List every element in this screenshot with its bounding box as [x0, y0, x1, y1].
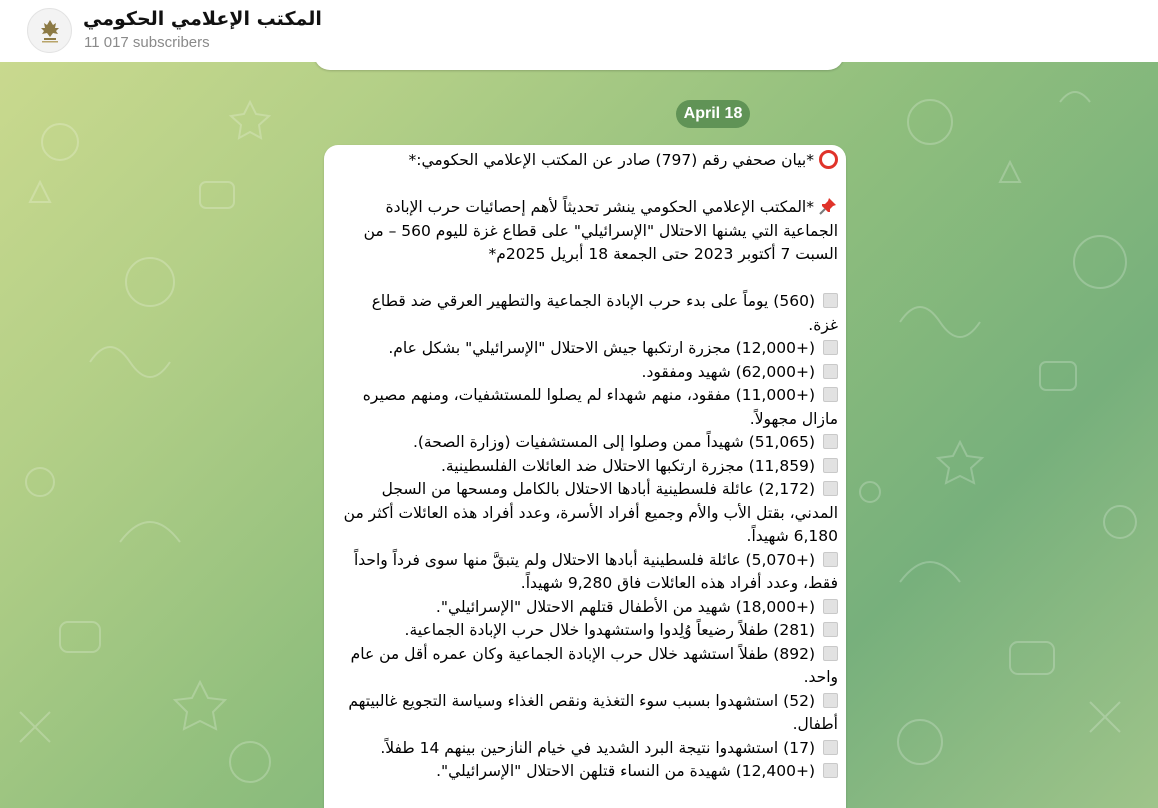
message-bubble[interactable] [324, 145, 846, 808]
bullet-square-icon [823, 646, 838, 661]
list-item: (+5,070) عائلة فلسطينية أبادها الاحتلال ولم يتبقَّ منها سوى فرداً واحداً فقط، وعدد أفراد هذه العائلات فاق 9,280 شهيداً. [353, 550, 838, 592]
red-circle-icon [819, 150, 838, 169]
bullet-square-icon [823, 622, 838, 637]
bullet-square-icon [823, 340, 838, 355]
list-item: (892) طفلاً استشهد خلال حرب الإبادة الجماعية وكان عمره أقل من عام واحد. [350, 644, 838, 686]
bullet-square-icon [823, 481, 838, 496]
list-item: (2,172) عائلة فلسطينية أبادها الاحتلال بالكامل ومسحها من السجل المدني، بقتل الأب والأم وجميع أفراد الأسرة، وعدد أفراد هذه العائلات أكثر من 6,180 شهيداً. [343, 480, 838, 545]
list-item: (51,065) شهيداً ممن وصلوا إلى المستشفيات (وزارة الصحة). [342, 431, 838, 455]
list-item: (+62,000) شهيد ومفقود. [342, 361, 838, 385]
message-heading: *بيان صحفي رقم (797) صادر عن المكتب الإعلامي الحكومي:* [408, 151, 814, 169]
date-separator: April 18 [676, 100, 750, 128]
bullet-square-icon [823, 599, 838, 614]
bullet-square-icon [823, 693, 838, 708]
bullet-square-icon [823, 552, 838, 567]
bullet-square-icon [823, 434, 838, 449]
bullet-square-icon [823, 763, 838, 778]
chat-header[interactable] [0, 0, 1158, 62]
pushpin-icon [818, 196, 838, 216]
bullet-square-icon [823, 387, 838, 402]
government-seal-icon [35, 16, 65, 46]
subscriber-count: 11 017 subscribers [84, 34, 210, 51]
list-item: (17) استشهدوا نتيجة البرد الشديد في خيام النازحين بينهم 14 طفلاً. [342, 737, 838, 761]
bullet-square-icon [823, 458, 838, 473]
channel-title: المكتب الإعلامي الحكومي [83, 8, 322, 30]
bullet-square-icon [823, 740, 838, 755]
list-item: (52) استشهدوا بسبب سوء التغذية ونقص الغذاء وسياسة التجويع غالبيتهم أطفال. [348, 691, 838, 733]
list-item: (560) يوماً على بدء حرب الإبادة الجماعية والتطهير العرقي ضد قطاع غزة. [371, 292, 838, 334]
list-item: (+11,000) مفقود، منهم شهداء لم يصلوا للمستشفيات، ومنهم مصيره مازال مجهولاً. [362, 386, 838, 428]
previous-message-bubble [314, 62, 844, 70]
list-item: (+12,000) مجزرة ارتكبها جيش الاحتلال "الإسرائيلي" بشكل عام. [342, 337, 838, 361]
message-text [342, 149, 838, 784]
bullet-square-icon [823, 364, 838, 379]
bullet-square-icon [823, 293, 838, 308]
chat-area[interactable] [0, 62, 1158, 808]
channel-avatar[interactable] [27, 8, 72, 53]
list-item: (+18,000) شهيد من الأطفال قتلهم الاحتلال "الإسرائيلي". [342, 596, 838, 620]
message-heading-line [342, 149, 838, 173]
message-intro-line [342, 196, 838, 267]
list-item: (281) طفلاً رضيعاً وُلِدوا واستشهدوا خلال حرب الإبادة الجماعية. [342, 619, 838, 643]
list-item: (+12,400) شهيدة من النساء قتلهن الاحتلال "الإسرائيلي". [342, 760, 838, 784]
list-item: (11,859) مجزرة ارتكبها الاحتلال ضد العائلات الفلسطينية. [342, 455, 838, 479]
message-intro: *المكتب الإعلامي الحكومي ينشر تحديثاً لأهم إحصائيات حرب الإبادة الجماعية التي يشنها الاحتلال "الإسرائيلي" على قطاع غزة لليوم 560 – من السبت 7 أكتوبر 2023 حتى الجمعة 18 أبريل 2025م* [363, 198, 838, 263]
